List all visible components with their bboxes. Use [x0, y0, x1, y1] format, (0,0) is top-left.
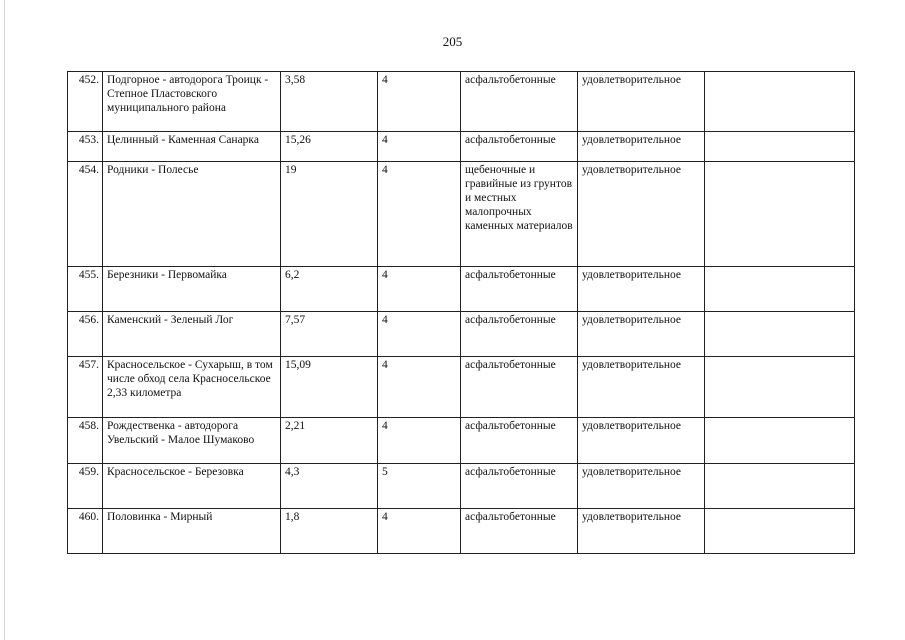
road-name-cell: Красносельское - Березовка — [103, 464, 281, 509]
length-cell: 15,26 — [281, 132, 378, 162]
row-number-cell: 453. — [68, 132, 103, 162]
surface-cell: асфальтобетонные — [461, 509, 578, 554]
surface-cell: асфальтобетонные — [461, 132, 578, 162]
condition-cell: удовлетворительное — [578, 418, 705, 464]
length-cell: 7,57 — [281, 312, 378, 357]
table-row — [68, 267, 855, 312]
category-cell: 4 — [378, 312, 461, 357]
note-cell — [705, 464, 855, 509]
note-cell — [705, 267, 855, 312]
page-number: 205 — [442, 34, 463, 49]
condition-cell: удовлетворительное — [578, 464, 705, 509]
row-number-cell: 459. — [68, 464, 103, 509]
category-cell: 5 — [378, 464, 461, 509]
table-row — [68, 162, 855, 267]
note-cell — [705, 312, 855, 357]
length-cell: 15,09 — [281, 357, 378, 418]
length-cell: 19 — [281, 162, 378, 267]
table-row — [68, 357, 855, 418]
road-name-cell: Подгорное - автодорога Троицк - Степное Пластовского муниципального района — [103, 72, 281, 132]
category-cell: 4 — [378, 162, 461, 267]
surface-cell: щебеночные и гравийные из грунтов и местных малопрочных каменных материалов — [461, 162, 578, 267]
table-row — [68, 509, 855, 554]
note-cell — [705, 72, 855, 132]
condition-cell: удовлетворительное — [578, 312, 705, 357]
surface-cell: асфальтобетонные — [461, 357, 578, 418]
surface-cell: асфальтобетонные — [461, 72, 578, 132]
category-cell: 4 — [378, 509, 461, 554]
category-cell: 4 — [378, 132, 461, 162]
surface-cell: асфальтобетонные — [461, 418, 578, 464]
roads-table — [67, 71, 855, 554]
category-cell: 4 — [378, 357, 461, 418]
row-number-cell: 460. — [68, 509, 103, 554]
table-row — [68, 72, 855, 132]
road-name-cell: Родники - Полесье — [103, 162, 281, 267]
row-number-cell: 454. — [68, 162, 103, 267]
row-number-cell: 455. — [68, 267, 103, 312]
length-cell: 2,21 — [281, 418, 378, 464]
road-name-cell: Рождественка - автодорога Увельский - Малое Шумаково — [103, 418, 281, 464]
note-cell — [705, 162, 855, 267]
condition-cell: удовлетворительное — [578, 132, 705, 162]
row-number-cell: 456. — [68, 312, 103, 357]
table-row — [68, 464, 855, 509]
table-row — [68, 132, 855, 162]
condition-cell: удовлетворительное — [578, 162, 705, 267]
row-number-cell: 457. — [68, 357, 103, 418]
surface-cell: асфальтобетонные — [461, 464, 578, 509]
length-cell: 4,3 — [281, 464, 378, 509]
length-cell: 3,58 — [281, 72, 378, 132]
note-cell — [705, 132, 855, 162]
condition-cell: удовлетворительное — [578, 357, 705, 418]
length-cell: 6,2 — [281, 267, 378, 312]
category-cell: 4 — [378, 267, 461, 312]
row-number-cell: 458. — [68, 418, 103, 464]
surface-cell: асфальтобетонные — [461, 312, 578, 357]
road-name-cell: Целинный - Каменная Санарка — [103, 132, 281, 162]
road-name-cell: Красносельское - Сухарыш, в том числе обход села Красносельское 2,33 километра — [103, 357, 281, 418]
condition-cell: удовлетворительное — [578, 267, 705, 312]
table-row — [68, 312, 855, 357]
scan-edge-line — [4, 0, 5, 640]
road-name-cell: Каменский - Зеленый Лог — [103, 312, 281, 357]
road-name-cell: Березники - Первомайка — [103, 267, 281, 312]
condition-cell: удовлетворительное — [578, 72, 705, 132]
condition-cell: удовлетворительное — [578, 509, 705, 554]
note-cell — [705, 357, 855, 418]
road-name-cell: Половинка - Мирный — [103, 509, 281, 554]
surface-cell: асфальтобетонные — [461, 267, 578, 312]
row-number-cell: 452. — [68, 72, 103, 132]
table-row — [68, 418, 855, 464]
category-cell: 4 — [378, 72, 461, 132]
length-cell: 1,8 — [281, 509, 378, 554]
note-cell — [705, 418, 855, 464]
note-cell — [705, 509, 855, 554]
category-cell: 4 — [378, 418, 461, 464]
